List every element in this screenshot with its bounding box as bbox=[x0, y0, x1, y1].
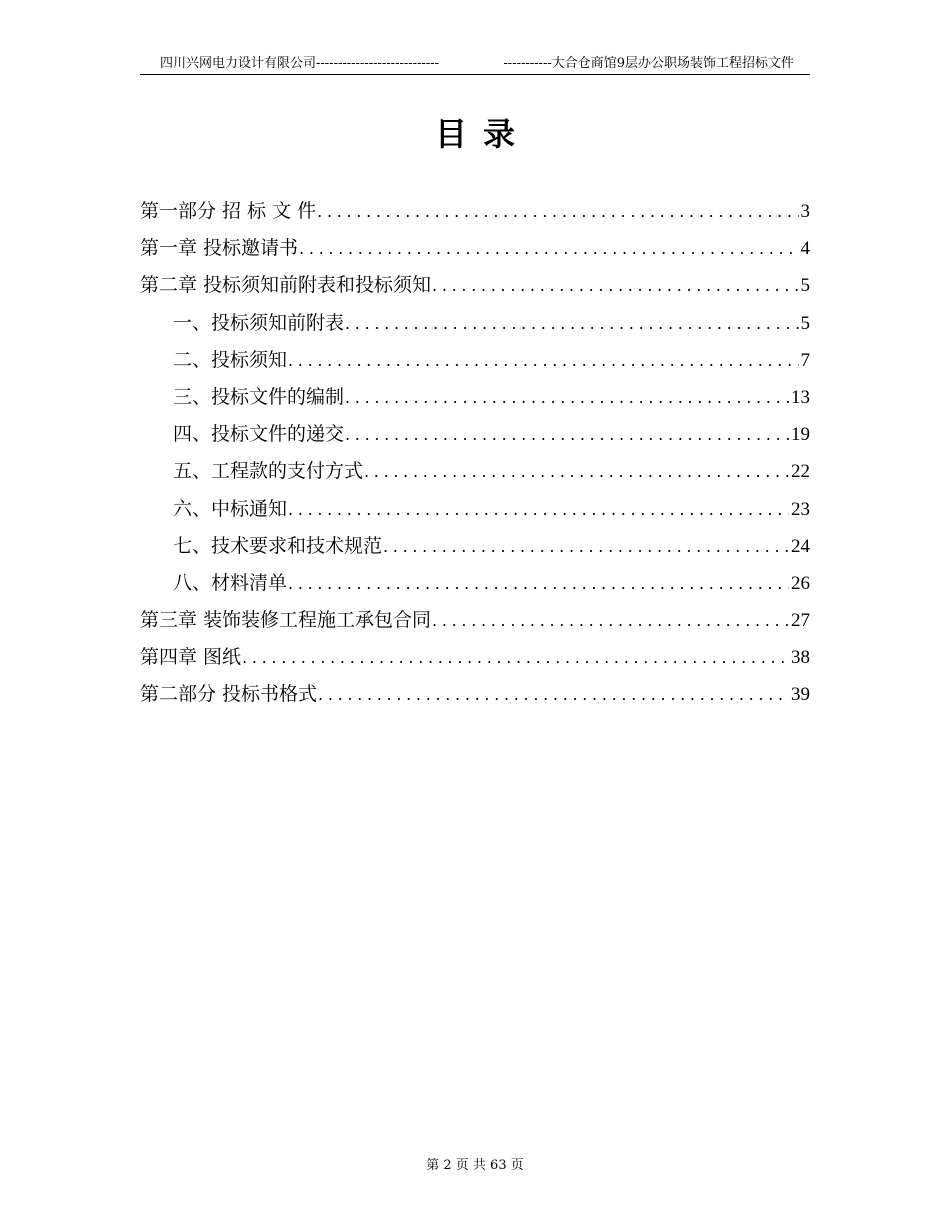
toc-entry-page: 19 bbox=[791, 424, 810, 446]
toc-entry-section-5[interactable] bbox=[140, 453, 810, 490]
toc-entry-page: 13 bbox=[791, 386, 810, 408]
toc-entry-page: 24 bbox=[791, 535, 810, 557]
toc-entry-label: 六、中标通知 bbox=[173, 497, 288, 520]
page-header bbox=[140, 54, 810, 75]
toc-leader-dots bbox=[383, 528, 789, 565]
toc-entry-page: 22 bbox=[791, 461, 810, 483]
toc-entry-page: 4 bbox=[800, 238, 810, 260]
toc-entry-label: 第三章 装饰装修工程施工承包合同 bbox=[140, 609, 432, 632]
toc-leader-dots bbox=[288, 491, 789, 528]
toc-entry-section-2[interactable] bbox=[140, 342, 810, 379]
toc-entry-label: 四、投标文件的递交 bbox=[173, 423, 345, 446]
toc-leader-dots bbox=[345, 416, 789, 453]
toc-entry-section-1[interactable] bbox=[140, 305, 810, 342]
toc-entry-section-8[interactable] bbox=[140, 565, 810, 602]
toc-entry-chapter-4[interactable] bbox=[140, 639, 810, 676]
header-company: 四川兴网电力设计有限公司---------------------------- bbox=[160, 56, 439, 71]
toc-entry-label: 第一章 投标邀请书 bbox=[140, 237, 299, 260]
toc-leader-dots bbox=[345, 379, 789, 416]
toc-entry-page: 3 bbox=[800, 201, 810, 222]
toc-leader-dots bbox=[299, 230, 798, 267]
toc-entry-page: 23 bbox=[791, 498, 810, 520]
toc-leader-dots bbox=[318, 676, 789, 713]
toc-entry-label: 五、工程款的支付方式 bbox=[173, 460, 364, 483]
toc-entry-part-2[interactable] bbox=[140, 676, 810, 713]
toc-entry-chapter-1[interactable] bbox=[140, 230, 810, 267]
toc-entry-chapter-2[interactable] bbox=[140, 267, 810, 304]
toc-entry-section-4[interactable] bbox=[140, 416, 810, 453]
toc-title: 目录 bbox=[434, 115, 531, 153]
toc-entry-page: 27 bbox=[791, 610, 810, 632]
toc-entry-page: 39 bbox=[791, 684, 810, 706]
toc-leader-dots bbox=[242, 639, 789, 676]
table-of-contents bbox=[140, 193, 810, 714]
toc-leader-dots bbox=[345, 305, 798, 342]
toc-entry-label: 第一部分 招 标 文 件 bbox=[140, 200, 317, 222]
toc-entry-chapter-3[interactable] bbox=[140, 602, 810, 639]
page-footer: 第 2 页 共 63 页 bbox=[426, 1158, 524, 1173]
toc-entry-page: 38 bbox=[791, 647, 810, 669]
toc-entry-page: 7 bbox=[800, 349, 810, 371]
toc-entry-label: 三、投标文件的编制 bbox=[173, 385, 345, 408]
toc-entry-section-3[interactable] bbox=[140, 379, 810, 416]
toc-entry-section-6[interactable] bbox=[140, 491, 810, 528]
toc-leader-dots bbox=[288, 565, 789, 602]
toc-leader-dots bbox=[288, 342, 798, 379]
toc-entry-label: 第二章 投标须知前附表和投标须知 bbox=[140, 274, 432, 297]
toc-leader-dots bbox=[432, 602, 789, 639]
toc-entry-label: 第二部分 投标书格式 bbox=[140, 683, 318, 706]
toc-entry-page: 5 bbox=[800, 312, 810, 334]
header-document-title: -----------大合仓商馆9层办公职场装饰工程招标文件 bbox=[503, 56, 794, 71]
toc-leader-dots bbox=[364, 453, 789, 490]
toc-leader-dots bbox=[432, 267, 798, 304]
toc-entry-part-1[interactable] bbox=[140, 193, 810, 230]
toc-entry-label: 一、投标须知前附表 bbox=[173, 311, 345, 334]
toc-leader-dots bbox=[317, 193, 798, 230]
toc-entry-page: 5 bbox=[800, 275, 810, 297]
toc-entry-label: 第四章 图纸 bbox=[140, 646, 242, 669]
toc-entry-page: 26 bbox=[791, 572, 810, 594]
toc-entry-label: 七、技术要求和技术规范 bbox=[173, 534, 383, 557]
toc-entry-section-7[interactable] bbox=[140, 528, 810, 565]
toc-entry-label: 八、材料清单 bbox=[173, 571, 288, 594]
toc-entry-label: 二、投标须知 bbox=[173, 348, 288, 371]
